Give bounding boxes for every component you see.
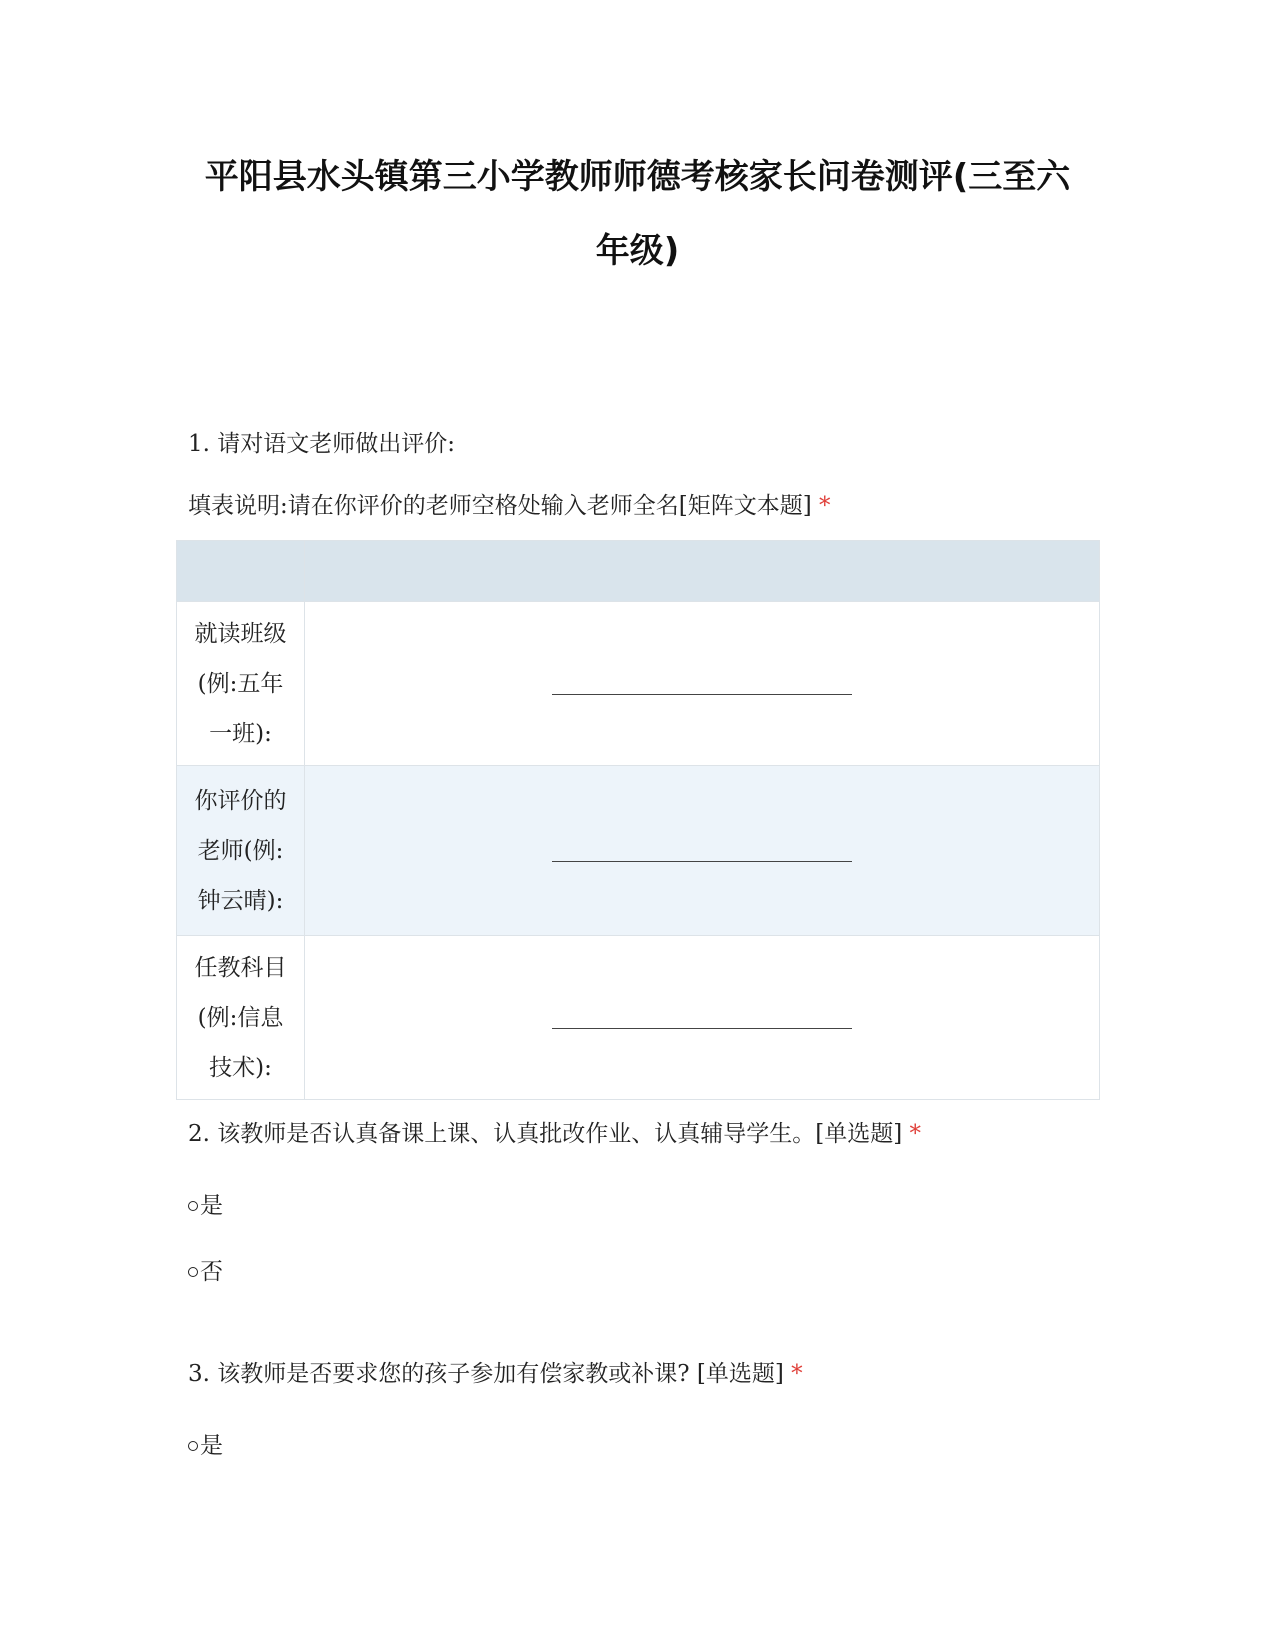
option-label: 是 xyxy=(200,1193,223,1219)
question-1-note-text: 填表说明:请在你评价的老师空格处输入老师全名[矩阵文本题] xyxy=(188,493,812,519)
radio-circle-icon[interactable] xyxy=(188,1267,198,1277)
class-input-blank[interactable] xyxy=(552,694,852,695)
subject-input-blank[interactable] xyxy=(552,1028,852,1029)
required-mark: * xyxy=(819,493,831,519)
class-input-cell xyxy=(305,602,1100,766)
option-label: 是 xyxy=(200,1433,223,1459)
subject-input-cell xyxy=(305,936,1100,1100)
teacher-input-blank[interactable] xyxy=(552,861,852,862)
table-row-class xyxy=(177,602,1100,766)
table-header-row xyxy=(177,541,1100,602)
question-2-title-text: 2. 该教师是否认真备课上课、认真批改作业、认真辅导学生。[单选题] xyxy=(188,1121,903,1147)
table-header-label-cell xyxy=(177,541,305,602)
question-3-title xyxy=(188,1358,803,1390)
question-1-note xyxy=(188,490,831,522)
table-row-teacher xyxy=(177,766,1100,936)
question-2-title xyxy=(188,1118,921,1150)
question-2-option-no[interactable] xyxy=(188,1256,223,1288)
required-mark: * xyxy=(791,1361,803,1387)
question-1-title-text: 1. 请对语文老师做出评价: xyxy=(188,431,456,457)
question-1-title xyxy=(188,428,455,460)
row-label-class: 就读班级(例:五年一班): xyxy=(177,602,305,766)
matrix-text-table xyxy=(176,540,1100,1100)
question-3-title-text: 3. 该教师是否要求您的孩子参加有偿家教或补课? [单选题] xyxy=(188,1361,784,1387)
teacher-input-cell xyxy=(305,766,1100,936)
radio-circle-icon[interactable] xyxy=(188,1201,198,1211)
row-label-subject: 任教科目(例:信息技术): xyxy=(177,936,305,1100)
option-label: 否 xyxy=(200,1259,223,1285)
page-title: 平阳县水头镇第三小学教师师德考核家长问卷测评(三至六年级) xyxy=(204,157,1071,271)
radio-circle-icon[interactable] xyxy=(188,1441,198,1451)
question-3-option-yes[interactable] xyxy=(188,1430,223,1462)
table-row-subject xyxy=(177,936,1100,1100)
question-2-option-yes[interactable] xyxy=(188,1190,223,1222)
required-mark: * xyxy=(909,1121,922,1147)
table-header-input-cell xyxy=(305,541,1100,602)
row-label-teacher: 你评价的老师(例:钟云晴): xyxy=(177,766,305,936)
